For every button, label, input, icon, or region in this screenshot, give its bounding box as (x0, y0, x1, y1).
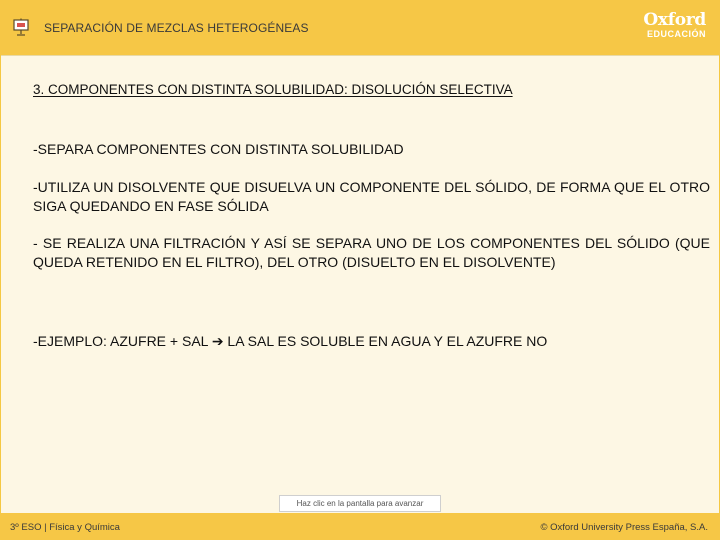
logo-subtitle: EDUCACIÓN (646, 29, 706, 39)
advance-hint-box[interactable]: Haz clic en la pantalla para avanzar (279, 495, 441, 512)
slide-heading: 3. COMPONENTES CON DISTINTA SOLUBILIDAD: DISOLUCIÓN SELECTIVA (33, 82, 513, 97)
example-prefix: -EJEMPLO: AZUFRE + SAL (33, 333, 212, 349)
slide-content[interactable] (1, 55, 719, 513)
header-bar (0, 0, 720, 55)
footer-course: 3º ESO | Física y Química (10, 522, 120, 533)
paragraph-filtracion: - SE REALIZA UNA FILTRACIÓN Y ASÍ SE SEPARA UNO DE LOS COMPONENTES DEL SÓLIDO (QUE QUEDA RETENIDO EN EL FILTRO), DEL OTRO (DISUELTO EN EL DISOLVENTE) (33, 235, 710, 270)
paragraph-separa: -SEPARA COMPONENTES CON DISTINTA SOLUBILIDAD (33, 141, 404, 157)
footer-copyright: © Oxford University Press España, S.A. (540, 522, 708, 533)
page-title: SEPARACIÓN DE MEZCLAS HETEROGÉNEAS (44, 21, 309, 35)
footer-bar (0, 513, 720, 540)
right-arrow-icon: ➔ (211, 333, 224, 349)
paragraph-disolvente: -UTILIZA UN DISOLVENTE QUE DISUELVA UN COMPONENTE DEL SÓLIDO, DE FORMA QUE EL OTRO SIGA QUEDANDO EN FASE SÓLIDA (33, 179, 710, 214)
oxford-logo (636, 12, 706, 40)
example-suffix: LA SAL ES SOLUBLE EN AGUA Y EL AZUFRE NO (223, 333, 548, 349)
presentation-board-icon (12, 18, 30, 36)
paragraph-ejemplo (33, 332, 710, 351)
logo-brand: Oxford (643, 10, 706, 30)
